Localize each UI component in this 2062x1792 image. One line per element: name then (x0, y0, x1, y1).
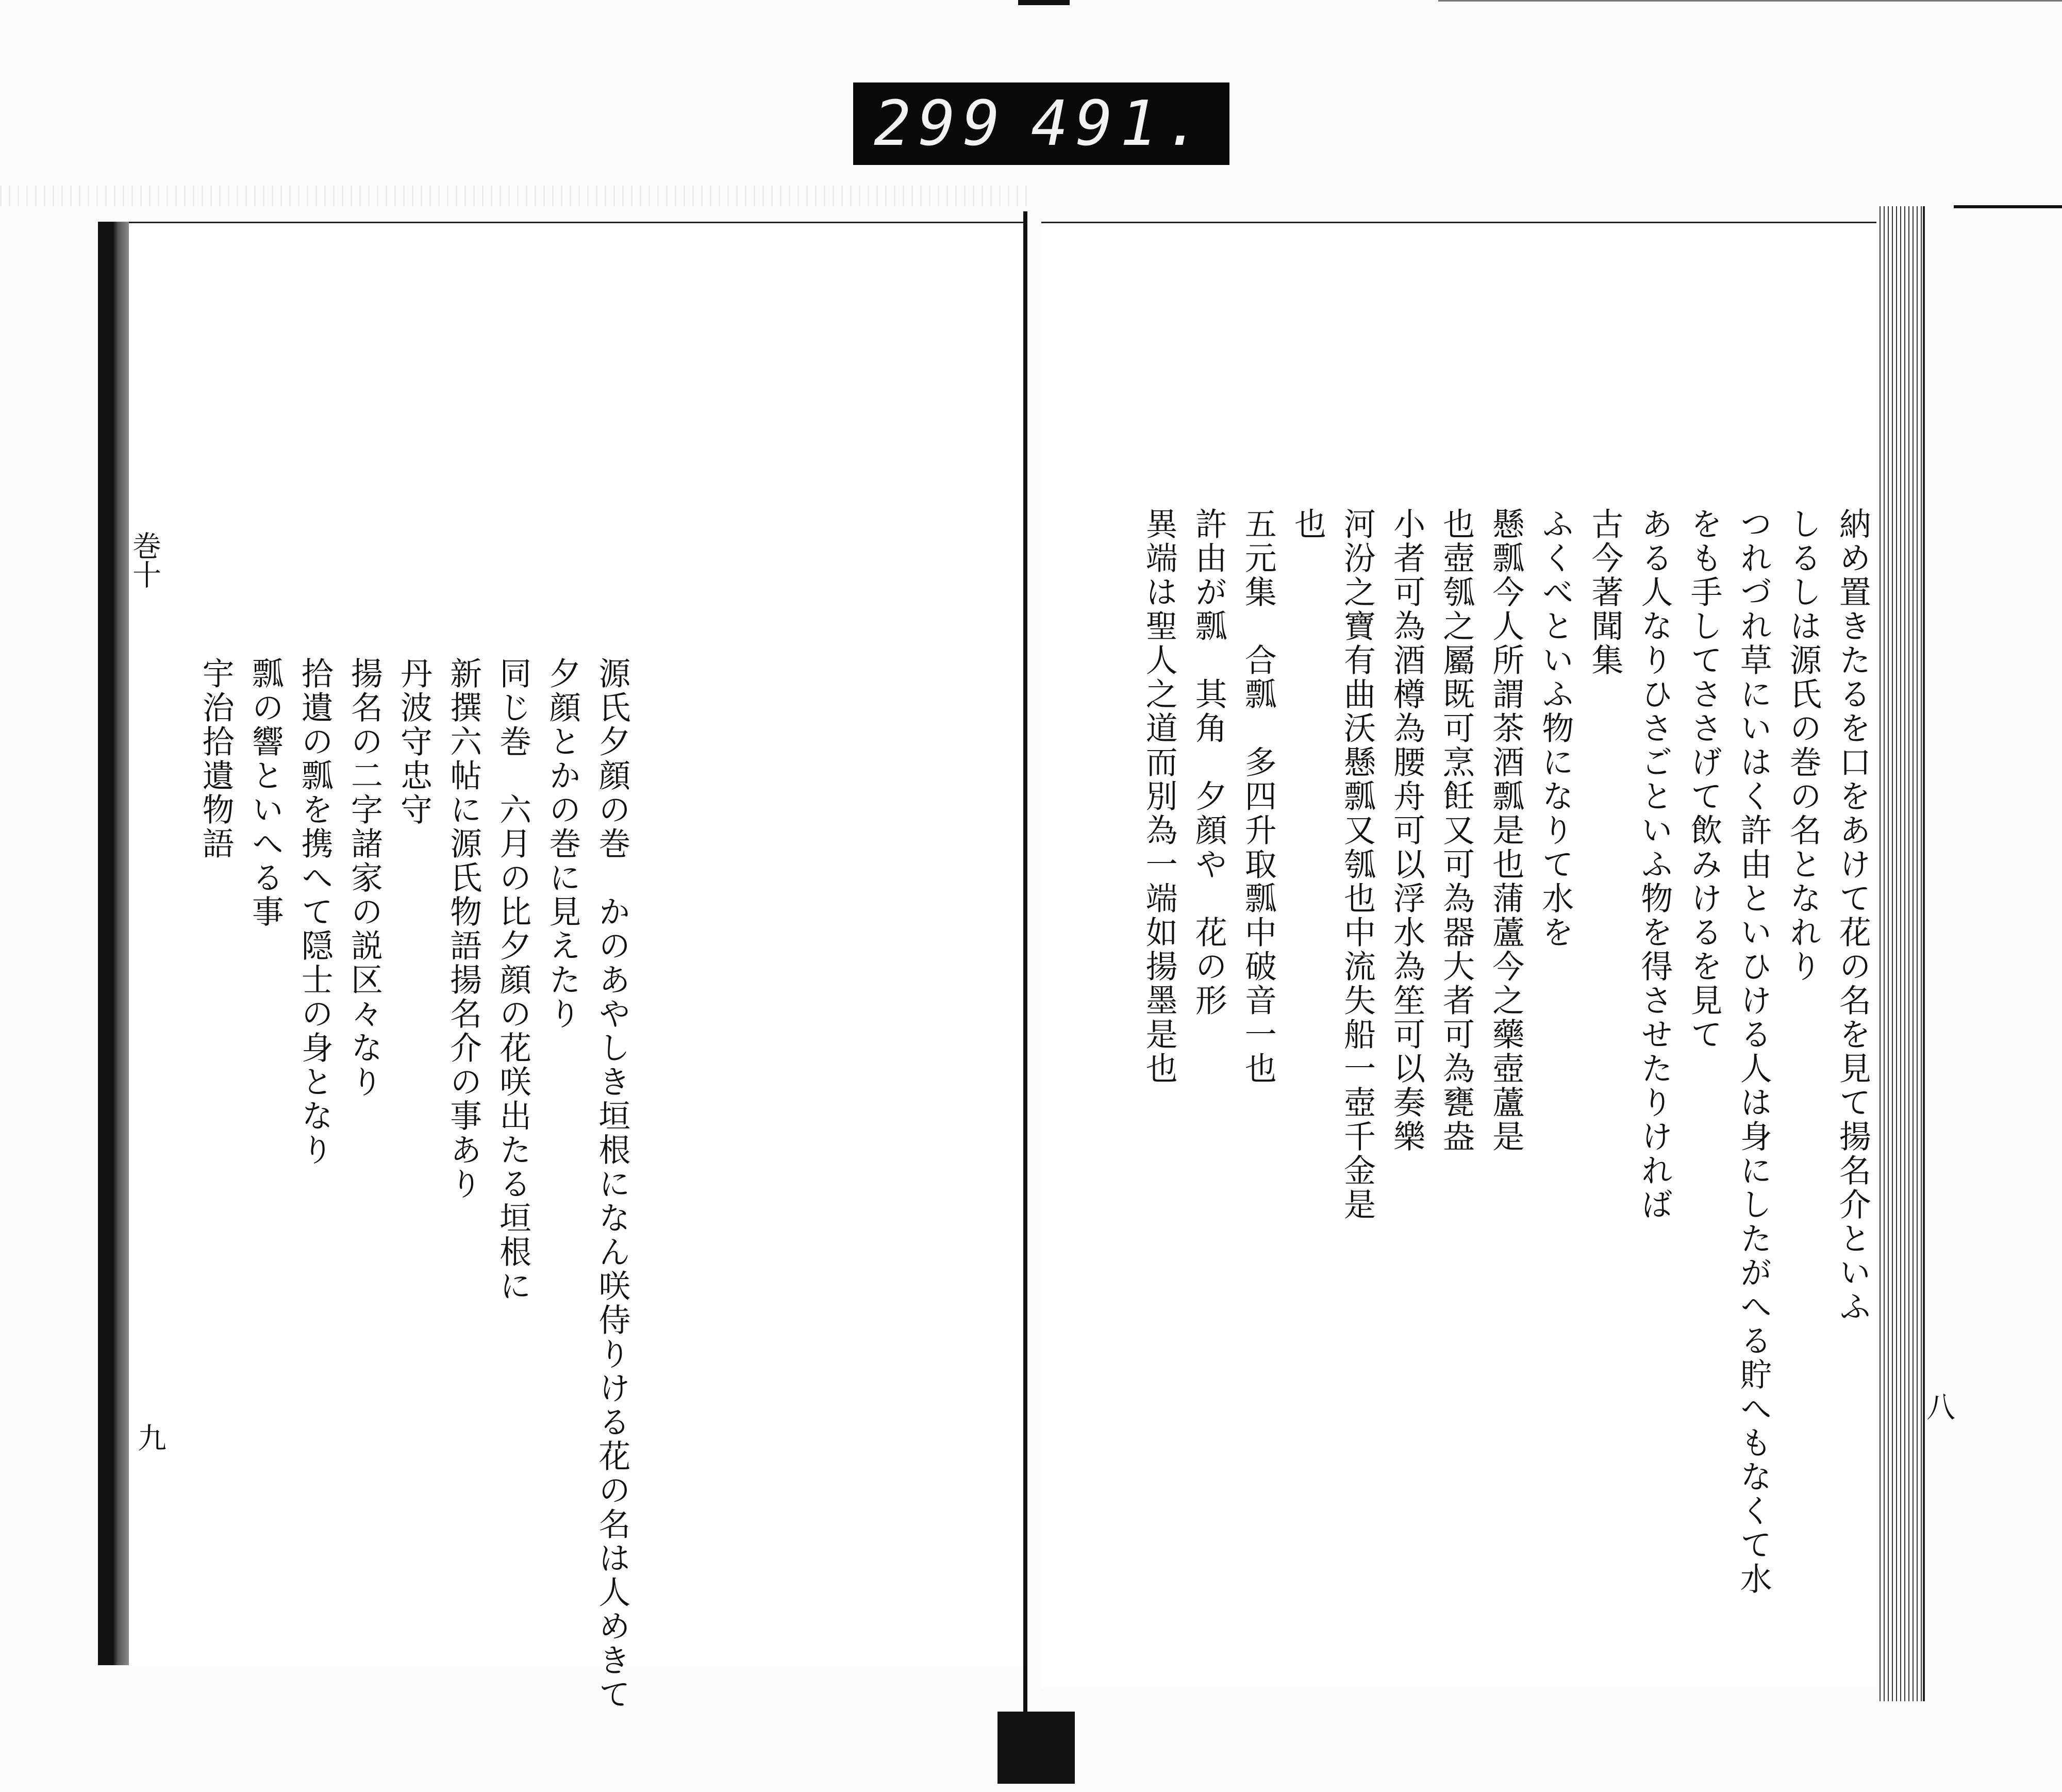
left-line: 夕顔とかの巻に見えたり (543, 657, 581, 1031)
right-line: ある人なりひさごといふ物を得させたりければ (1636, 507, 1674, 1222)
right-line: 也 (1289, 507, 1327, 541)
right-line: 也壺瓠之屬既可烹飪又可為器大者可為甕盎 (1437, 507, 1475, 1154)
right-line: 五元集 合瓢 多四升取瓢中破音一也 (1239, 507, 1277, 1086)
left-line: 源氏夕顔の巻 かのあやしき垣根になん咲侍りける花の名は人めきて (593, 657, 631, 1712)
right-line: つれづれ草にいはく許由といひける人は身にしたがへる貯へもなくて水 (1735, 507, 1773, 1596)
left-margin-volume-mark: 巻十 (128, 531, 161, 589)
right-page-text (1134, 428, 1927, 1596)
left-book-edge (98, 222, 131, 1665)
scan-top-rule (1438, 0, 2062, 2)
right-line: 許由が瓢 其角 夕顔や 花の形 (1190, 507, 1228, 1018)
right-line: 異端は聖人之道而別為一端如揚墨是也 (1140, 507, 1178, 1086)
left-page-text (191, 577, 686, 1712)
left-line: 丹波守忠守 (395, 657, 433, 827)
right-line: ふくべといふ物になりて水を (1536, 507, 1574, 950)
left-line: 宇治拾遺物語 (197, 657, 235, 861)
scan-speckle (0, 186, 1031, 206)
catalog-number-left: 299 (874, 88, 1007, 160)
scan-top-mark (1018, 0, 1070, 5)
right-line: 古今著聞集 (1586, 507, 1624, 677)
left-line: 新撰六帖に源氏物語揚名介の事あり (444, 657, 483, 1201)
right-page-number: 八 (1922, 1392, 1955, 1421)
right-line: 納め置きたるを口をあけて花の名を見て揚名介といふ (1834, 507, 1872, 1324)
catalog-number-right: 491. (1031, 88, 1209, 160)
left-page-number: 九 (133, 1423, 167, 1452)
left-line: 同じ巻 六月の比夕顔の花咲出たる垣根に (494, 657, 532, 1303)
left-line: 拾遺の瓢を携へて隠士の身となり (296, 657, 334, 1167)
gutter-shadow (997, 1712, 1075, 1784)
catalog-number-label (853, 82, 1229, 165)
right-line: 小者可為酒樽為腰舟可以浮水為笙可以奏樂 (1388, 507, 1426, 1154)
right-line: 河汾之寶有曲沃懸瓢又瓠也中流失船一壺千金是 (1338, 507, 1376, 1222)
left-line: 揚名の二字諸家の説区々なり (345, 657, 384, 1099)
left-line: 瓢の響といへる事 (246, 657, 285, 929)
right-line: 懸瓢今人所謂茶酒瓢是也蒲蘆今之藥壺蘆是 (1487, 507, 1525, 1154)
book-gutter (1023, 211, 1027, 1732)
right-line: しるしは源氏の巻の名となれり (1784, 507, 1822, 984)
right-line: をも手してささげて飲みけるを見て (1685, 507, 1723, 1052)
